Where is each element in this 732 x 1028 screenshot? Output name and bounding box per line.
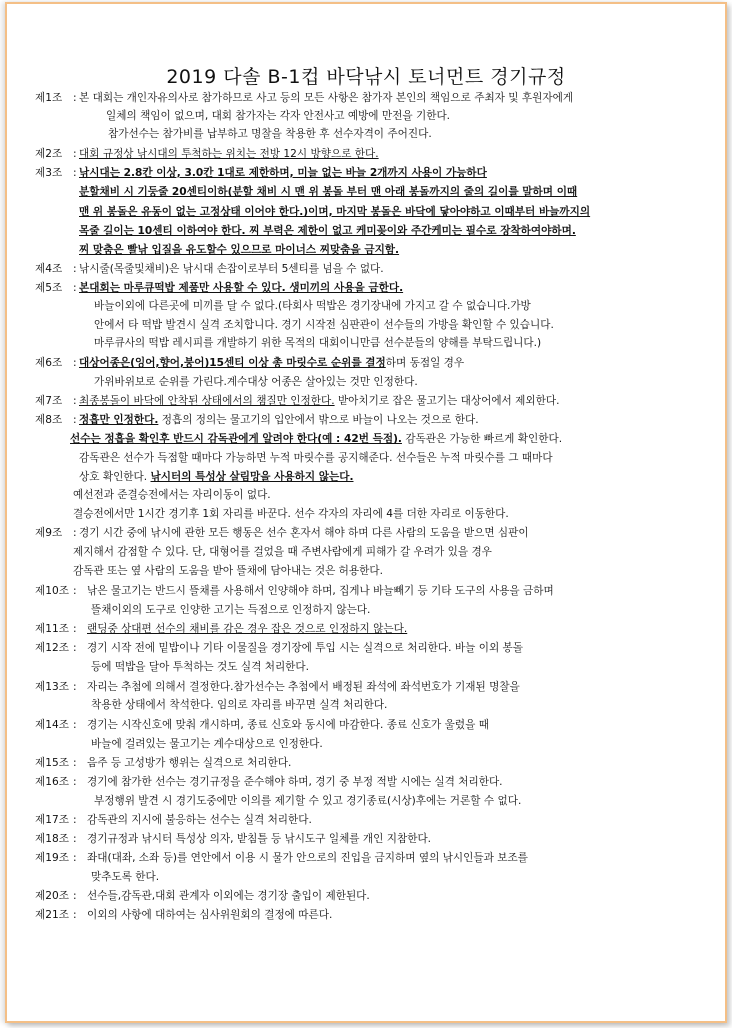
label-separator: :: [73, 263, 77, 275]
plain-text: 바늘에 걸려있는 물고기는 계수대상으로 인정한다.: [91, 738, 323, 750]
article-text: [79, 206, 590, 219]
article-text: [79, 92, 573, 105]
plain-text: 등에 떡밥을 달아 투척하는 것도 실격 처리한다.: [91, 661, 310, 673]
article-number: 제11조: [35, 623, 69, 635]
label-separator: :: [73, 167, 77, 179]
article-number: 제20조: [35, 890, 69, 902]
article-text: [87, 757, 291, 770]
article-text: [94, 376, 418, 389]
article-number: 제12조: [35, 642, 69, 654]
article-text: [87, 642, 523, 655]
emphasized-text: 대상어종은(잉어,향어,붕어)15센티 이상 총 마릿수로 순위를 결정: [79, 357, 386, 369]
emphasized-text: 본대회는 마루큐떡밥 제품만 사용할 수 있다. 생미끼의 사용을 금한다.: [79, 282, 404, 294]
plain-text: 맞추도록 한다.: [91, 871, 160, 883]
emphasized-text: 목줄 길이는 10센티 이하여야 한다. 찌 부력은 제한이 없고 케미꽂이와 주간케미는 필수로 장착하여야하며.: [79, 225, 576, 237]
plain-text: 이외의 사항에 대하여는 심사위원회의 결정에 따른다.: [87, 909, 333, 921]
article-text: [87, 833, 431, 846]
plain-text: 착용한 상태에서 착석한다. 임의로 자리를 바꾸면 실격 처리한다.: [91, 699, 388, 711]
label-separator: :: [73, 719, 77, 731]
emphasized-text: 최종봉돌이 바닥에 안착된 상태에서의 챔질만 인정한다.: [79, 395, 335, 407]
label-separator: :: [73, 852, 77, 864]
plain-text: 음주 등 고성방가 행위는 실격으로 처리한다.: [87, 757, 292, 769]
label-separator: :: [73, 92, 77, 104]
plain-text: 경기 시작 전에 밑밥이나 기타 이물질을 경기장에 투입 시는 실격으로 처리한다. 바늘 이외 봉돌: [87, 642, 524, 654]
article-number: 제19조: [35, 852, 69, 864]
plain-text: 뜰채이외의 도구로 인양한 고기는 득점으로 인정하지 않는다.: [91, 604, 371, 616]
article-number: 제17조: [35, 814, 69, 826]
plain-text: 본 대회는 개인자유의사로 참가하므로 사고 등의 모든 사항은 참가자 본인의 책임으로 주최자 및 후원자에게: [79, 92, 574, 104]
article-text: [87, 681, 520, 694]
article-text: [91, 738, 323, 751]
plain-text: 일체의 책임이 없으며, 대회 참가자는 각자 안전사고 예방에 만전을 기한다.: [106, 110, 451, 122]
article-text: [79, 395, 559, 408]
emphasized-text: 분할채비 시 기둥줄 20센티이하(분할 채비 시 맨 위 봉돌 부터 맨 아래 봉돌까지의 줄의 길이를 말하며 이때: [79, 186, 578, 198]
plain-text: 감독관은 선수가 득점할 때마다 가능하면 누적 마릿수를 공지해준다. 선수들은 누적 마릿수를 그 때마다: [79, 452, 553, 464]
plain-text: 마루큐사의 떡밥 레시피를 개발하기 위한 목적의 대회이니만큼 선수분들의 양해를 부탁드립니다.): [94, 337, 542, 349]
article-text: [87, 852, 528, 865]
article-number: 제13조: [35, 681, 69, 693]
plain-text: 받아치기로 잡은 물고기는 대상어에서 제외한다.: [334, 395, 560, 407]
article-number: 제8조: [35, 414, 63, 426]
label-separator: :: [73, 681, 77, 693]
article-number: 제9조: [35, 527, 63, 539]
emphasized-text: 대회 규정상 낚시대의 투척하는 위치는 전방 12시 방향으로 한다.: [79, 148, 379, 160]
label-separator: :: [73, 757, 77, 769]
label-separator: :: [73, 890, 77, 902]
article-text: [94, 319, 554, 332]
plain-text: 제지해서 감점할 수 있다. 단, 대형어를 걸었을 때 주변사람에게 피해가 갈 우려가 있을 경우: [73, 546, 492, 558]
article-text: [87, 623, 407, 636]
article-text: [91, 699, 387, 712]
emphasized-text: 낚시터의 특성상 살림망을 사용하지 않는다.: [150, 471, 354, 483]
article-text: [106, 110, 450, 123]
label-separator: :: [73, 642, 77, 654]
article-number: 제10조: [35, 585, 69, 597]
plain-text: 결승전에서만 1시간 경기후 1회 자리를 바꾼다. 선수 각자의 자리에 4를 더한 자리로 이동한다.: [73, 508, 509, 520]
emphasized-text: 정흡만 인정한다.: [79, 414, 159, 426]
plain-text: 바늘이외에 다른곳에 미끼를 달 수 없다.(타회사 떡밥은 경기장내에 가지고 갈 수 없습니다.가방: [94, 300, 531, 312]
label-separator: :: [73, 585, 77, 597]
plain-text: 상호 확인한다.: [79, 471, 151, 483]
article-text: [79, 263, 384, 276]
document-page: [5, 2, 727, 1023]
article-number: 제1조: [35, 92, 63, 104]
label-separator: :: [73, 414, 77, 426]
article-text: [79, 414, 479, 427]
plain-text: 감독관의 지시에 불응하는 선수는 실격 처리한다.: [87, 814, 312, 826]
plain-text: 참가선수는 참가비를 납부하고 명찰을 착용한 후 선수자격이 주어진다.: [108, 128, 432, 140]
article-text: [79, 244, 399, 257]
plain-text: 부정행위 발견 시 경기도중에만 이의를 제기할 수 있고 경기종료(시상)후에는 거론할 수 없다.: [94, 795, 522, 807]
article-number: 제4조: [35, 263, 63, 275]
label-separator: :: [73, 357, 77, 369]
plain-text: 선수들,감독관,대회 관계자 이외에는 경기장 출입이 제한된다.: [87, 890, 370, 902]
plain-text: 낚은 물고기는 반드시 뜰채를 사용해서 인양해야 하며, 집게나 바늘빼기 등 기타 도구의 사용을 금하며: [87, 585, 554, 597]
plain-text: 경기규정과 낚시터 특성상 의자, 받침틀 등 낚시도구 일체를 개인 지참한다.: [87, 833, 432, 845]
article-text: [91, 871, 159, 884]
article-number: 제2조: [35, 148, 63, 160]
article-text: [94, 300, 531, 313]
article-text: [79, 186, 577, 199]
emphasized-text: 맨 위 봉돌은 유동이 없는 고정상태 이어야 한다.)이며, 마지막 봉돌은 바닥에 닿아야하고 이때부터 바늘까지의: [79, 206, 591, 218]
label-separator: :: [73, 833, 77, 845]
article-text: [79, 357, 464, 370]
article-number: 제18조: [35, 833, 69, 845]
label-separator: :: [73, 395, 77, 407]
article-text: [94, 337, 541, 350]
article-number: 제16조: [35, 776, 69, 788]
article-number: 제6조: [35, 357, 63, 369]
emphasized-text: 낚시대는 2.8칸 이상, 3.0칸 1대로 제한하며, 미늘 없는 바늘 2개까지 사용이 가능하다: [79, 167, 487, 179]
article-text: [79, 225, 576, 238]
plain-text: 경기에 참가한 선수는 경기규정을 준수해야 하며, 경기 중 부정 적발 시에는 실격 처리한다.: [87, 776, 503, 788]
plain-text: 좌대(대좌, 소좌 등)를 연안에서 이용 시 물가 안으로의 진입을 금지하며 옆의 낚시인들과 보조를: [87, 852, 528, 864]
article-text: [87, 719, 489, 732]
plain-text: 안에서 타 떡밥 발견시 실격 조치합니다. 경기 시작전 심판관이 선수들의 가방을 확인할 수 있습니다.: [94, 319, 554, 331]
label-separator: :: [73, 776, 77, 788]
article-text: [87, 814, 312, 827]
article-text: [79, 167, 487, 180]
article-number: 제21조: [35, 909, 69, 921]
plain-text: 감독관 또는 옆 사람의 도움을 받아 뜰채에 담아내는 것은 허용한다.: [73, 565, 383, 577]
article-text: [87, 890, 370, 903]
emphasized-text: 선수는 정흡을 확인후 반드시 감독관에게 알려야 한다(예 : 42번 득점).: [70, 433, 402, 445]
article-text: [73, 546, 492, 559]
article-text: [91, 604, 370, 617]
label-separator: :: [73, 623, 77, 635]
plain-text: 정흡의 정의는 물고기의 입안에서 밖으로 바늘이 나오는 것으로 한다.: [158, 414, 479, 426]
article-text: [79, 527, 529, 540]
plain-text: 경기는 시작신호에 맞춰 개시하며, 종료 신호와 동시에 마감한다. 종료 신호가 울렸을 때: [87, 719, 489, 731]
article-text: [79, 282, 403, 295]
article-text: [87, 776, 503, 789]
article-text: [91, 661, 309, 674]
plain-text: 감독관은 가능한 빠르게 확인한다.: [401, 433, 563, 445]
label-separator: :: [73, 282, 77, 294]
article-text: [87, 585, 554, 598]
article-text: [73, 508, 509, 521]
article-text: [79, 471, 354, 484]
article-number: 제14조: [35, 719, 69, 731]
plain-text: 가위바위보로 순위를 가린다.계수대상 어종은 살아있는 것만 인정한다.: [94, 376, 418, 388]
article-text: [79, 148, 379, 161]
plain-text: 자리는 추첨에 의해서 결정한다.참가선수는 추첨에서 배정된 좌석에 좌석번호가 기재된 명찰을: [87, 681, 520, 693]
article-text: [87, 909, 332, 922]
article-number: 제3조: [35, 167, 63, 179]
article-text: [108, 128, 432, 141]
plain-text: 경기 시간 중에 낚시에 관한 모든 행동은 선수 혼자서 해야 하며 다른 사람의 도움을 받으면 심판이: [79, 527, 529, 539]
label-separator: :: [73, 148, 77, 160]
document-title: 2019 다솔 B-1컵 바닥낚시 토너먼트 경기규정: [166, 66, 566, 88]
article-text: [73, 565, 383, 578]
article-text: [70, 433, 562, 446]
label-separator: :: [73, 527, 77, 539]
label-separator: :: [73, 814, 77, 826]
emphasized-text: 찌 맞춤은 빨낚 입질을 유도할수 있으므로 마이너스 찌맞춤을 금지함.: [79, 244, 400, 256]
article-number: 제5조: [35, 282, 63, 294]
label-separator: :: [73, 909, 77, 921]
plain-text: 낚시줄(목줄및채비)은 낚시대 손잡이로부터 5센티를 넘을 수 없다.: [79, 263, 384, 275]
plain-text: 하며 동점일 경우: [385, 357, 465, 369]
plain-text: 예선전과 준결승전에서는 자리이동이 없다.: [73, 489, 271, 501]
article-text: [94, 795, 521, 808]
article-number: 제7조: [35, 395, 63, 407]
article-text: [79, 452, 553, 465]
article-number: 제15조: [35, 757, 69, 769]
emphasized-text: 랜딩중 상대편 선수의 채비를 감은 경우 잡은 것으로 인정하지 않는다.: [87, 623, 408, 635]
article-text: [73, 489, 271, 502]
